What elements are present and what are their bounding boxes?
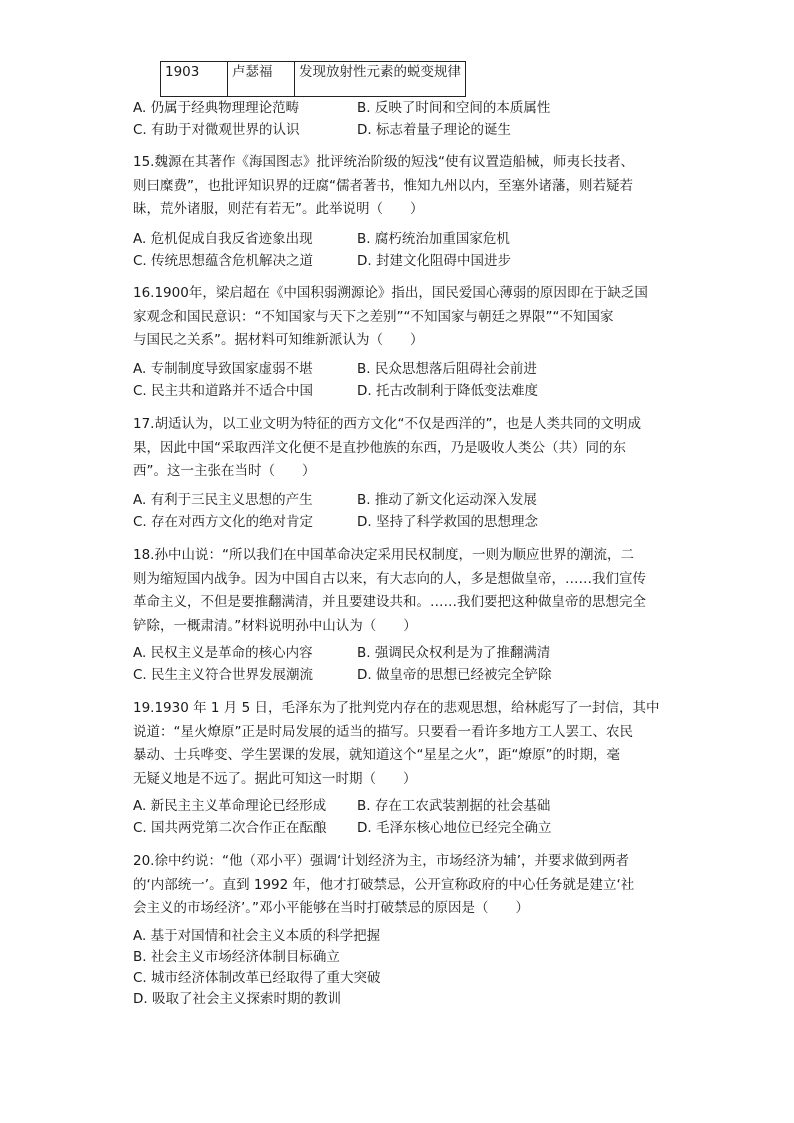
question-stem-line: 昧，荒外诸服，则茫有若无”。此举说明（ ） (133, 201, 424, 217)
question-stem-line: 15.魏源在其著作《海国图志》批评统治阶级的短浅“使有议置造船械，师夷长技者、 (133, 154, 634, 170)
question-stem-line: 会主义的市场经济’。”邓小平能够在当时打破禁忌的原因是（ ） (133, 900, 530, 916)
question-16 (133, 282, 673, 353)
option-row (133, 358, 673, 380)
scientist-table (160, 61, 466, 97)
q19-option-a[interactable]: A. 新民主主义革命理论已经形成 (133, 798, 327, 814)
q17-option-a[interactable]: A. 有利于三民主义思想的产生 (133, 492, 313, 508)
q17-options (133, 489, 673, 533)
q18-option-c[interactable]: C. 民生主义符合世界发展潮流 (133, 667, 314, 683)
q16-option-d[interactable]: D. 托古改制利于降低变法难度 (357, 383, 538, 399)
option-row (133, 817, 673, 839)
option-row (133, 119, 673, 141)
q18-option-a[interactable]: A. 民权主义是革命的核心内容 (133, 645, 313, 661)
question-stem-line: 则为缩短国内战争。因为中国自古以来，有大志向的人，多是想做皇帝，……我们宣传 (133, 570, 646, 587)
q19-option-b[interactable]: B. 存在工农武装割据的社会基础 (357, 798, 551, 814)
question-17 (133, 413, 673, 484)
question-stem-line: 19.1930 年 1 月 5 日，毛泽东为了批判党内存在的悲观思想，给林彪写了一封信，其中 (133, 700, 660, 716)
question-stem-line: 20.徐中约说：“他（邓小平）强调‘计划经济为主，市场经济为辅’，并要求做到两者 (133, 853, 630, 869)
q16-option-a[interactable]: A. 专制制度导致国家虚弱不堪 (133, 361, 313, 377)
q14-option-a[interactable]: A. 仍属于经典物理理论范畴 (133, 100, 300, 116)
option-row (133, 97, 673, 119)
option-row (133, 511, 673, 533)
question-stem-line: 18.孙中山说：“所以我们在中国革命决定采用民权制度，一则为顺应世界的潮流，二 (133, 547, 634, 563)
q14-option-c[interactable]: C. 有助于对微观世界的认识 (133, 122, 300, 138)
q16-option-b[interactable]: B. 民众思想落后阻碍社会前进 (357, 361, 537, 377)
q16-option-c[interactable]: C. 民主共和道路并不适合中国 (133, 383, 314, 399)
q15-options (133, 228, 673, 272)
question-stem-line: 17.胡适认为，以工业文明为特征的西方文化“不仅是西洋的”，也是人类共同的文明成 (133, 416, 641, 432)
question-20 (133, 850, 673, 921)
question-stem-line: 则曰糜费”，也批评知识界的迂腐“儒者著书，惟知九州以内，至塞外诸藩，则若疑若 (133, 177, 633, 194)
q19-option-d[interactable]: D. 毛泽东核心地位已经完全确立 (357, 820, 552, 836)
q20-option-c[interactable]: C. 城市经济体制改革已经取得了重大突破 (133, 970, 381, 986)
question-18 (133, 544, 673, 638)
option-row (133, 380, 673, 402)
option-row (133, 228, 673, 250)
question-stem-line: 的‘内部统一’。直到 1992 年，他才打破禁忌，公开宣称政府的中心任务就是建立‘社 (133, 876, 635, 893)
q15-option-b[interactable]: B. 腐朽统治加重国家危机 (357, 231, 510, 247)
question-stem-line: 西”。这一主张在当时（ ） (133, 463, 316, 479)
table-row (161, 62, 466, 97)
q17-option-c[interactable]: C. 存在对西方文化的绝对肯定 (133, 514, 314, 530)
table-cell-year: 1903 (161, 62, 228, 97)
q15-option-c[interactable]: C. 传统思想蕴含危机解决之道 (133, 253, 314, 269)
q15-option-d[interactable]: D. 封建文化阻碍中国进步 (357, 253, 511, 269)
q19-option-c[interactable]: C. 国共两党第二次合作正在酝酿 (133, 820, 327, 836)
question-stem-line: 果，因此中国“采取西洋文化便不是直抄他族的东西，乃是吸收人类公（共）同的东 (133, 439, 626, 456)
option-row (133, 664, 673, 686)
question-15 (133, 151, 673, 222)
q18-option-b[interactable]: B. 强调民众权利是为了推翻满清 (357, 645, 551, 661)
option-row (133, 489, 673, 511)
question-stem-line: 革命主义，不但是要推翻满清，并且要建设共和。……我们要把这种做皇帝的思想完全 (133, 594, 646, 610)
question-stem-line: 说道：“星火燎原”正是时局发展的适当的描写。只要看一看许多地方工人罢工、农民 (133, 723, 633, 740)
table-cell-event: 发现放射性元素的蜕变规律 (295, 62, 466, 97)
question-stem-line: 无疑义地是不远了。据此可知这一时期（ ） (133, 770, 417, 787)
question-stem-line: 暴动、士兵哗变、学生罢课的发展，就知道这个“星星之火”，距“燎原”的时期，毫 (133, 747, 620, 763)
q20-option-d[interactable]: D. 吸取了社会主义探索时期的教训 (133, 991, 341, 1007)
question-stem-line: 家观念和国民意识：“不知国家与天下之差别”“不知国家与朝廷之界限”“不知国家 (133, 308, 614, 325)
question-19 (133, 697, 673, 791)
q15-option-a[interactable]: A. 危机促成自我反省迹象出现 (133, 231, 313, 247)
question-stem-line: 铲除，一概肃清。”材料说明孙中山认为（ ） (133, 617, 417, 634)
q17-option-b[interactable]: B. 推动了新文化运动深入发展 (357, 492, 537, 508)
q17-option-d[interactable]: D. 坚持了科学救国的思想理念 (357, 514, 538, 530)
option-row (133, 250, 673, 272)
question-stem-line: 16.1900年，梁启超在《中国积弱溯源论》指出，国民爱国心薄弱的原因即在于缺乏国 (133, 285, 648, 301)
q14-options (133, 97, 673, 141)
question-stem-line: 与国民之关系”。据材料可知维新派认为（ ） (133, 332, 424, 348)
table-cell-person: 卢瑟福 (228, 62, 295, 97)
q16-options (133, 358, 673, 402)
option-row (133, 795, 673, 817)
q20-option-b[interactable]: B. 社会主义市场经济体制目标确立 (133, 949, 340, 965)
q19-options (133, 795, 673, 839)
q18-option-d[interactable]: D. 做皇帝的思想已经被完全铲除 (357, 667, 552, 683)
q14-option-b[interactable]: B. 反映了时间和空间的本质属性 (357, 100, 551, 116)
option-row (133, 642, 673, 664)
q14-option-d[interactable]: D. 标志着量子理论的诞生 (357, 122, 511, 138)
q18-options (133, 642, 673, 686)
q20-options (133, 926, 673, 1010)
q20-option-a[interactable]: A. 基于对国情和社会主义本质的科学把握 (133, 928, 381, 944)
